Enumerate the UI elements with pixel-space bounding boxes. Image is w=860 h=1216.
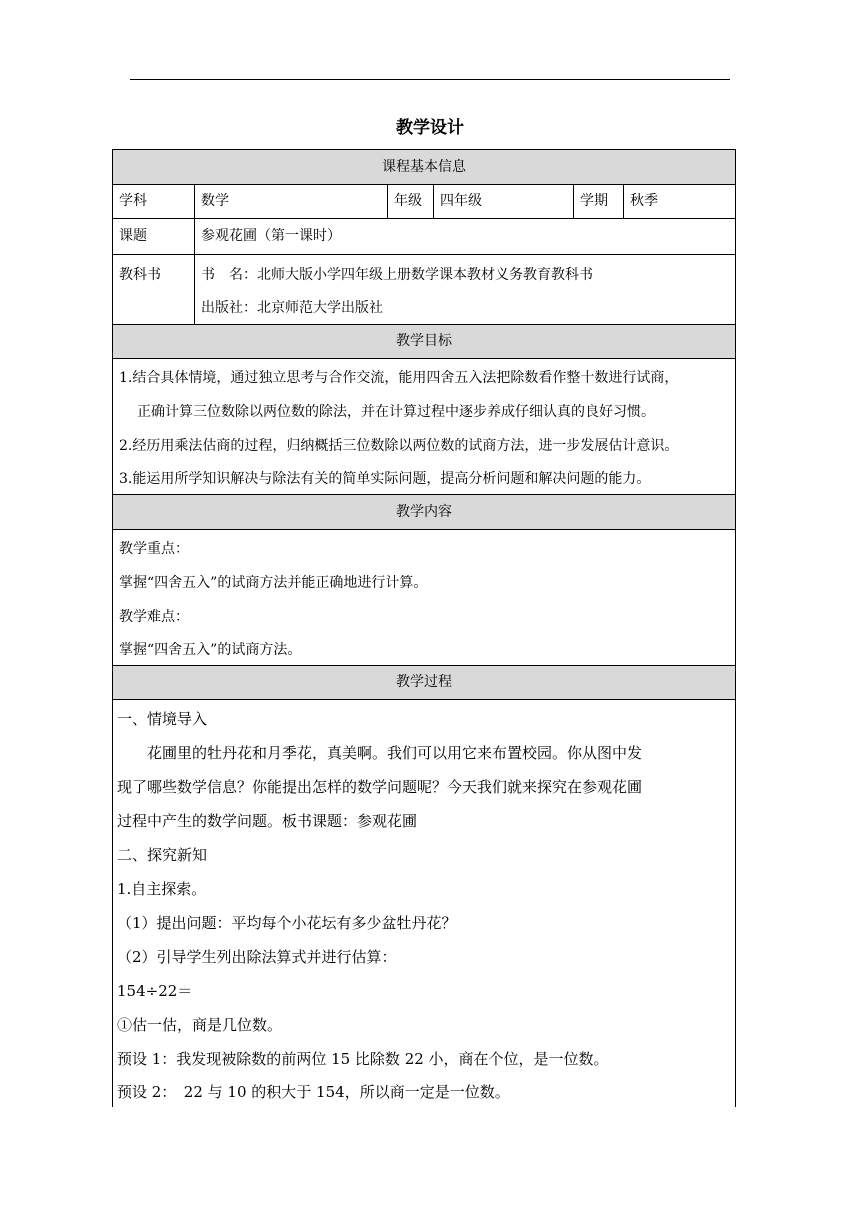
process-line: 预设 1：我发现被除数的前两位 15 比除数 22 小，商在个位，是一位数。: [117, 1050, 609, 1068]
topic-value: 参观花圃（第一课时）: [201, 228, 341, 244]
process-line: 1.自主探索。: [117, 880, 207, 898]
lesson-plan-table: [112, 149, 736, 1107]
process-line: 预设 2： 22 与 10 的积大于 154，所以商一定是一位数。: [117, 1083, 510, 1101]
objective-line: 3.能运用所学知识解决与除法有关的简单实际问题，提高分析问题和解决问题的能力。: [119, 471, 651, 487]
key-point-text: 掌握“四舍五入”的试商方法并能正确地进行计算。: [119, 575, 428, 591]
content-header-label: 教学内容: [396, 504, 452, 520]
topic-row: [113, 219, 735, 255]
process-line: （1）提出问题：平均每个小花坛有多少盆牡丹花？: [117, 914, 457, 932]
difficulty-text: 掌握“四舍五入”的试商方法。: [119, 642, 302, 658]
process-line: （2）引导学生列出除法算式并进行估算：: [117, 948, 397, 966]
objectives-header: [113, 325, 735, 359]
objective-line: 1.结合具体情境，通过独立思考与合作交流，能用四舍五入法把除数看作整十数进行试商，: [119, 370, 679, 386]
textbook-publisher: 出版社：北京师范大学出版社: [201, 300, 383, 316]
basic-info-header: [113, 150, 735, 185]
subject-value: 数学: [195, 185, 388, 218]
textbook-name: 书 名：北师大版小学四年级上册数学课本教材义务教育教科书: [201, 267, 593, 283]
difficulty-label: 教学难点：: [119, 609, 189, 625]
grade-value: 四年级: [434, 185, 574, 218]
header-rule: [130, 79, 730, 80]
process-line: ①估一估，商是几位数。: [117, 1016, 283, 1034]
textbook-row: [113, 255, 735, 325]
content-body: [113, 530, 735, 666]
process-line: 二、探究新知: [117, 846, 208, 864]
topic-label: 课题: [113, 219, 195, 254]
content-header: [113, 495, 735, 530]
key-point-label: 教学重点：: [119, 541, 189, 557]
process-header-label: 教学过程: [396, 674, 452, 690]
subject-row: [113, 185, 735, 219]
term-value: 秋季: [630, 193, 658, 209]
process-line: 现了哪些数学信息？你能提出怎样的数学问题呢？今天我们就来探究在参观花圃: [117, 778, 643, 796]
objective-line: 2.经历用乘法估商的过程，归纳概括三位数除以两位数的试商方法，进一步发展估计意识。: [119, 438, 679, 454]
objectives-header-label: 教学目标: [396, 333, 452, 349]
objectives-body: [113, 359, 735, 495]
textbook-label-text: 教科书: [119, 267, 161, 283]
grade-label: 年级: [388, 185, 434, 218]
term-label: 学期: [574, 185, 624, 218]
process-body: [113, 700, 735, 1108]
document-title: 教学设计: [396, 118, 464, 138]
process-header: [113, 666, 735, 700]
process-line: 花圃里的牡丹花和月季花，真美啊。我们可以用它来布置校园。你从图中发: [147, 744, 643, 762]
objective-line: 正确计算三位数除以两位数的除法，并在计算过程中逐步养成仔细认真的良好习惯。: [137, 404, 655, 420]
textbook-label: [113, 255, 195, 324]
textbook-value: [195, 255, 735, 324]
basic-info-header-label: 课程基本信息: [382, 159, 466, 175]
process-line: 过程中产生的数学问题。板书课题：参观花圃: [117, 812, 418, 830]
process-line: 154÷22＝: [117, 982, 193, 1000]
subject-label: 学科: [113, 185, 195, 218]
process-line: 一、情境导入: [117, 710, 208, 728]
